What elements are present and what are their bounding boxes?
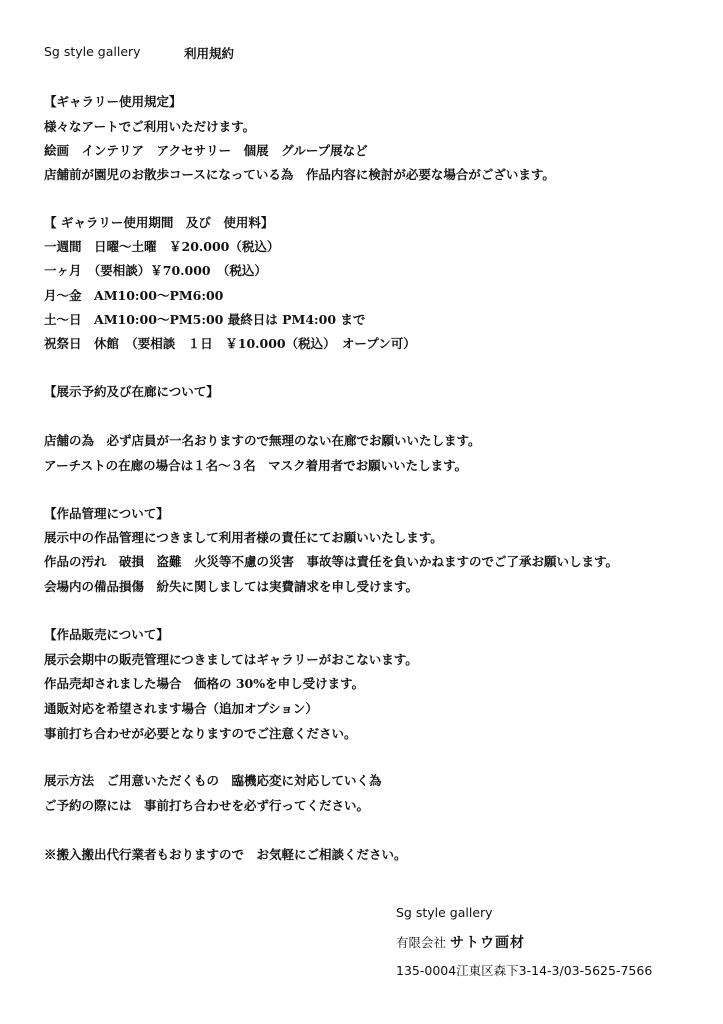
text-line: 展示方法 ご用意いただくもの 臨機応変に対応していく為 [44, 773, 382, 788]
text-line: 月～金 AM10:00～PM6:00 [44, 288, 224, 303]
text-line: 祝祭日 休館 （要相談 １日 ￥10.000（税込） オープン可） [44, 336, 416, 351]
section-heading-sales: 【作品販売について】 [44, 627, 169, 642]
text-line: 一ヶ月 （要相談）￥70.000 （税込） [44, 263, 267, 278]
text-line: 様々なアートでご利用いただけます。 [44, 119, 256, 134]
text-line: 展示中の作品管理につきまして利用者様の責任にてお願いいたします。 [44, 530, 443, 545]
text-line: 店舗前が園児のお散歩コースになっている為 作品内容に検討が必要な場合がございます。 [44, 167, 555, 182]
section-heading-gallery-rules: 【ギャラリー使用規定】 [44, 94, 182, 109]
footer-brand: Sg style gallery [396, 905, 493, 920]
text-line: 絵画 インテリア アクセサリー 個展 グループ展など [44, 143, 368, 158]
page-title: 利用規約 [184, 46, 235, 61]
notice-text: ※搬入搬出代行業者もおりますので お気軽にご相談ください。 [44, 847, 407, 862]
section-heading-reservation: 【展示予約及び在廊について】 [44, 384, 219, 399]
text-line: 事前打ち合わせが必要となりますのでご注意ください。 [44, 726, 357, 741]
text-line: 土～日 AM10:00～PM5:00 最終日は PM4:00 まで [44, 312, 366, 327]
text-line: 会場内の備品損傷 紛失に関しましては実費請求を申し受けます。 [44, 579, 419, 594]
footer-address: 135-0004江東区森下3-14-3/03-5625-7566 [396, 963, 653, 978]
company-prefix: 有限会社 [396, 935, 447, 950]
text-line: 一週間 日曜～土曜 ￥20.000（税込） [44, 239, 280, 254]
text-line: 展示会期中の販売管理につきましてはギャラリーがおこないます。 [44, 652, 418, 667]
text-line: 店舗の為 必ず店員が一名おりますので無理のない在廊でお願いいたします。 [44, 433, 481, 448]
text-line: 作品の汚れ 破損 盗難 火災等不慮の災害 事故等は責任を負いかねますのでご了承お願いします。 [44, 554, 619, 569]
section-heading-work-management: 【作品管理について】 [44, 506, 169, 521]
company-logo: サトウ画材 [450, 935, 525, 951]
text-line: 作品売却されました場合 価格の 30%を申し受けます。 [44, 676, 365, 691]
text-line: アーチストの在廊の場合は１名～３名 マスク着用者でお願いいたします。 [44, 458, 468, 473]
text-line: 通販対応を希望されます場合（追加オプション） [44, 701, 318, 716]
text-line: ご予約の際には 事前打ち合わせを必ず行ってください。 [44, 798, 370, 813]
header-brand: Sg style gallery [44, 44, 141, 59]
footer-company [396, 932, 525, 952]
section-heading-usage-period: 【 ギャラリー使用期間 及び 使用料】 [44, 215, 274, 230]
